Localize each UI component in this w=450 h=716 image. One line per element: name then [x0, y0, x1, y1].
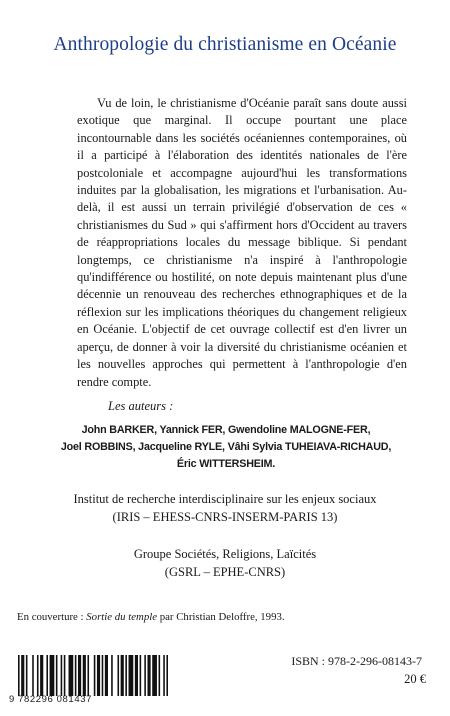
cover-credit-suffix: par Christian Deloffre, 1993. — [157, 611, 285, 623]
institute-name: Institut de recherche interdisciplinaire sur les enjeux sociaux — [73, 492, 377, 506]
authors-line: John BARKER, Yannick FER, Gwendoline MALOGNE-FER, — [81, 424, 371, 436]
group-acronym: (GSRL – EPHE-CNRS) — [164, 565, 286, 579]
cover-credit — [17, 611, 285, 623]
authors-list — [44, 422, 409, 474]
book-abstract: Vu de loin, le christianisme d'Océanie paraît sans doute aussi exotique que marginal. Il occupe pourtant une place incontournable dans les sociétés océaniennes contemporaines, où il a participé à l'élaboration des identités nationales de l'ère postcoloniale et accompagne aujourd'hui les transformations induites par la globalisation, les migrations et l'urbanisation. Au-delà, il est aussi un terrain privilégié d'observation de ces « christianismes du Sud » qui s'affirment hors d'Occident au travers de réappropriations locales du message biblique. Si pendant longtemps, ce christianisme n'a inspiré à l'anthropologie qu'indifférence ou hostilité, on note depuis maintenant plus d'une décennie un renouveau des recherches ethnographiques et de la réflexion sur les implications théoriques du changement religieux en Océanie. L'objectif de cet ouvrage collectif est d'en livrer un aperçu, de donner à voir la diversité du christianisme océanien et les nouvelles approches qui permettent à l'anthropologie d'en rendre compte. — [77, 96, 407, 389]
authors-line: Joel ROBBINS, Jacqueline RYLE, Vâhi Sylvia TUHEIAVA-RICHAUD, — [60, 441, 392, 454]
authors-line: Éric WITTERSHEIM. — [176, 458, 276, 471]
barcode-image — [18, 655, 168, 696]
group-block — [0, 545, 450, 581]
book-title: Anthropologie du christianisme en Océanie — [53, 34, 397, 55]
isbn: ISBN : 978-2-296-08143-7 — [291, 654, 422, 668]
authors-heading: Les auteurs : — [108, 399, 174, 413]
barcode-digits: 9 782296 081437 — [9, 694, 92, 705]
price: 20 € — [404, 672, 426, 686]
institute-acronym: (IRIS – EHESS-CNRS-INSERM-PARIS 13) — [112, 510, 338, 524]
cover-credit-work: Sortie du temple — [86, 611, 158, 623]
institute-block — [0, 490, 450, 526]
cover-credit-prefix: En couverture : — [17, 611, 87, 623]
group-name: Groupe Sociétés, Religions, Laïcités — [133, 547, 317, 561]
